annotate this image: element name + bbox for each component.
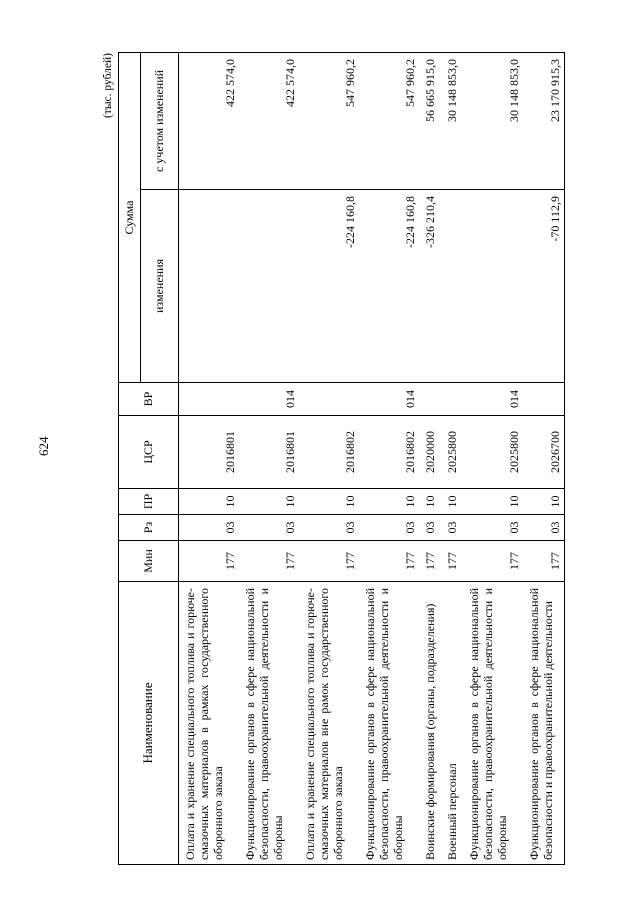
table-row — [523, 52, 565, 864]
row-min: 177 — [239, 541, 299, 582]
header-pr: ПР — [119, 489, 179, 515]
row-pr: 10 — [463, 489, 523, 515]
row-pr: 10 — [299, 489, 359, 515]
row-vr — [523, 383, 565, 416]
row-rz: 03 — [239, 515, 299, 541]
header-with-change: с учетом изменений — [141, 52, 179, 189]
row-rz: 03 — [359, 515, 419, 541]
header-change: изменения — [141, 190, 179, 383]
table-row — [299, 52, 359, 864]
row-change — [239, 190, 299, 383]
table-row — [441, 52, 463, 864]
row-vr: 014 — [359, 383, 419, 416]
row-pr: 10 — [441, 489, 463, 515]
row-total: 422 574,0 — [179, 52, 239, 189]
row-min: 177 — [441, 541, 463, 582]
row-rz: 03 — [179, 515, 239, 541]
budget-table-sheet — [100, 45, 565, 865]
row-pr: 10 — [179, 489, 239, 515]
row-change: -224 160,8 — [359, 190, 419, 383]
row-csr: 2016801 — [179, 416, 239, 489]
row-name: Функционирование органов в сфере национальной безопасности, правоохранительной деятельности и обороны — [463, 582, 523, 865]
header-vr: ВР — [119, 383, 179, 416]
header-name: Наименование — [119, 582, 179, 865]
table-header — [119, 52, 179, 864]
row-change — [179, 190, 239, 383]
table-row — [359, 52, 419, 864]
row-change: -326 210,4 — [419, 190, 441, 383]
table-row — [419, 52, 441, 864]
header-sum: Сумма — [119, 52, 141, 382]
table-row — [239, 52, 299, 864]
row-min: 177 — [299, 541, 359, 582]
row-name: Военный персонал — [441, 582, 463, 865]
row-csr: 2026700 — [523, 416, 565, 489]
row-pr: 10 — [419, 489, 441, 515]
row-name: Оплата и хранение специального топлива и горюче-смазочных материалов вне рамок государственного оборонного заказа — [299, 582, 359, 865]
row-csr: 2016801 — [239, 416, 299, 489]
row-vr: 014 — [239, 383, 299, 416]
header-rz: Рз — [119, 515, 179, 541]
header-csr: ЦСР — [119, 416, 179, 489]
row-vr: 014 — [463, 383, 523, 416]
header-min: Мин — [119, 541, 179, 582]
page-number: 624 — [36, 436, 51, 456]
row-csr: 2016802 — [299, 416, 359, 489]
budget-table — [118, 52, 565, 865]
row-total: 422 574,0 — [239, 52, 299, 189]
row-vr — [441, 383, 463, 416]
row-rz: 03 — [523, 515, 565, 541]
row-pr: 10 — [523, 489, 565, 515]
row-min: 177 — [463, 541, 523, 582]
row-total: 30 148 853,0 — [463, 52, 523, 189]
row-total: 547 960,2 — [299, 52, 359, 189]
row-vr — [179, 383, 239, 416]
units-note: (тыс. рублей) — [102, 53, 114, 119]
row-rz: 03 — [299, 515, 359, 541]
table-row — [463, 52, 523, 864]
row-total: 23 170 915,3 — [523, 52, 565, 189]
row-vr — [419, 383, 441, 416]
row-min: 177 — [419, 541, 441, 582]
row-vr — [299, 383, 359, 416]
row-rz: 03 — [441, 515, 463, 541]
row-csr: 2016802 — [359, 416, 419, 489]
row-rz: 03 — [419, 515, 441, 541]
table-row — [179, 52, 239, 864]
row-name: Оплата и хранение специального топлива и горюче-смазочных материалов в рамках государственного оборонного заказа — [179, 582, 239, 865]
table-body — [179, 52, 565, 864]
row-change — [463, 190, 523, 383]
row-name: Воинские формирования (органы, подразделения) — [419, 582, 441, 865]
row-total: 30 148 853,0 — [441, 52, 463, 189]
row-name: Функционирование органов в сфере национальной безопасности и правоохранительной деятельности — [523, 582, 565, 865]
row-csr: 2025800 — [463, 416, 523, 489]
row-min: 177 — [359, 541, 419, 582]
row-pr: 10 — [239, 489, 299, 515]
row-min: 177 — [523, 541, 565, 582]
row-min: 177 — [179, 541, 239, 582]
row-change: -224 160,8 — [299, 190, 359, 383]
row-total: 547 960,2 — [359, 52, 419, 189]
row-csr: 2025800 — [441, 416, 463, 489]
row-pr: 10 — [359, 489, 419, 515]
row-name: Функционирование органов в сфере национальной безопасности, правоохранительной деятельности и обороны — [239, 582, 299, 865]
row-change — [441, 190, 463, 383]
row-total: 56 665 915,0 — [419, 52, 441, 189]
row-name: Функционирование органов в сфере национальной безопасности, правоохранительной деятельности и обороны — [359, 582, 419, 865]
row-csr: 2020000 — [419, 416, 441, 489]
row-change: -70 112,9 — [523, 190, 565, 383]
row-rz: 03 — [463, 515, 523, 541]
